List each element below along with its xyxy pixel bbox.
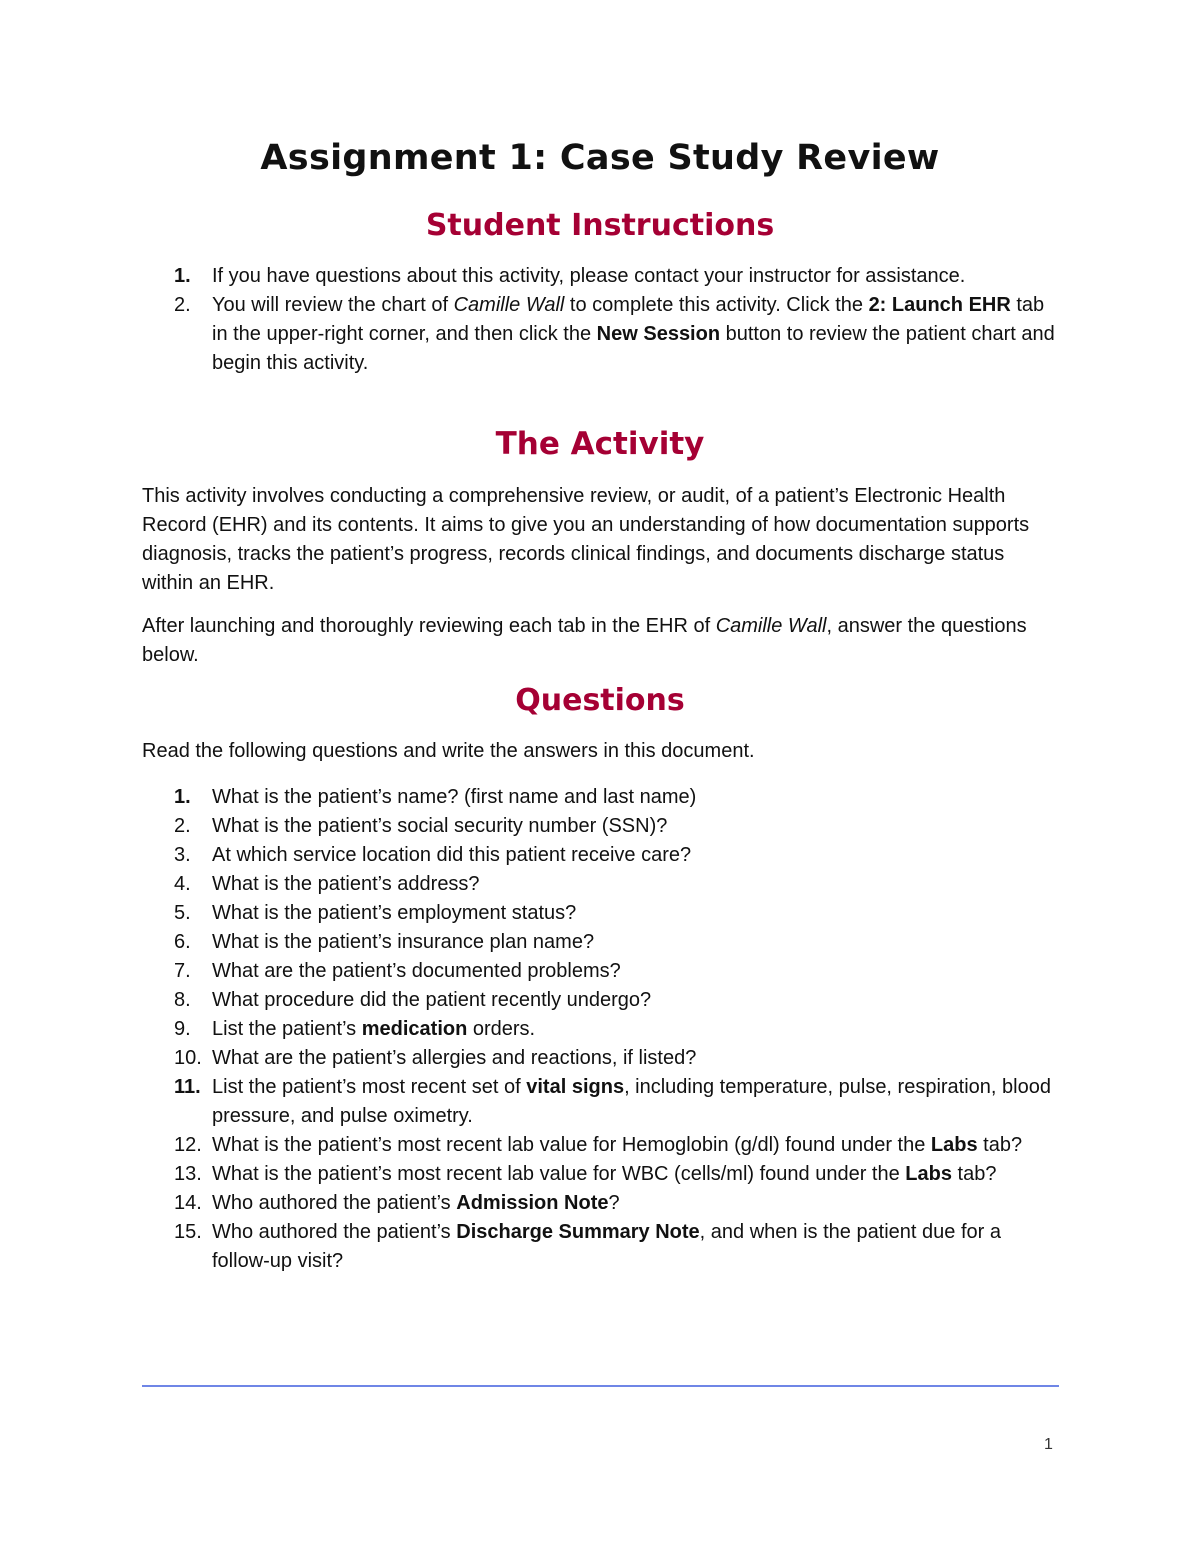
list-item (142, 986, 1062, 1015)
question-bold-term: Admission Note (456, 1192, 609, 1214)
list-number: 1. (174, 265, 191, 287)
question-text: What are the patient’s documented problems? (212, 960, 621, 982)
paragraph-text: After launching and thoroughly reviewing each tab in the EHR of (142, 615, 716, 637)
questions-heading: Questions (515, 683, 685, 718)
list-number: 14. (174, 1192, 202, 1214)
question-text: What is the patient’s most recent lab value for WBC (cells/ml) found under the (212, 1163, 906, 1185)
list-item (142, 899, 1062, 928)
list-number: 13. (174, 1163, 202, 1185)
student-instructions-heading: Student Instructions (425, 208, 775, 243)
list-item (142, 928, 1062, 957)
list-number: 1. (174, 786, 191, 808)
question-text: Who authored the patient’s (212, 1221, 457, 1243)
activity-paragraph-2 (142, 612, 1057, 670)
question-bold-term: medication (361, 1018, 468, 1040)
list-number: 11. (174, 1076, 201, 1098)
page-number: 1 (1044, 1436, 1053, 1453)
question-text: tab? (977, 1134, 1023, 1156)
question-text: What is the patient’s name? (first name and last name) (212, 786, 697, 808)
question-bold-term: Discharge Summary Note (456, 1221, 700, 1243)
question-text: , including temperature, pulse, respiration, blood pressure, and pulse oximetry. (212, 1076, 1051, 1127)
list-item (142, 841, 1062, 870)
launch-ehr-label: 2: Launch EHR (868, 294, 1011, 316)
list-number: 2. (174, 815, 191, 837)
list-number: 12. (174, 1134, 202, 1156)
list-number: 3. (174, 844, 191, 866)
question-text: What are the patient’s allergies and reactions, if listed? (212, 1047, 697, 1069)
question-text: What is the patient’s insurance plan name? (212, 931, 595, 953)
patient-name-italic: Camille Wall (453, 294, 565, 316)
patient-name-italic: Camille Wall (715, 615, 827, 637)
question-text: ? (608, 1192, 620, 1214)
list-item (142, 957, 1062, 986)
document-title: Assignment 1: Case Study Review (260, 138, 940, 178)
question-text: What is the patient’s most recent lab value for Hemoglobin (g/dl) found under the (212, 1134, 931, 1156)
activity-heading: The Activity (495, 426, 705, 462)
question-text: List the patient’s most recent set of (212, 1076, 527, 1098)
list-number: 5. (174, 902, 191, 924)
list-number: 6. (174, 931, 191, 953)
list-text: You will review the chart of (212, 294, 454, 316)
list-number: 10. (174, 1047, 202, 1069)
list-item (142, 1044, 1062, 1073)
list-item (142, 1015, 1062, 1044)
list-number: 7. (174, 960, 191, 982)
question-text: , and when is the patient due for a follow-up visit? (212, 1221, 1001, 1272)
list-item (142, 291, 1062, 378)
list-item (142, 262, 1062, 291)
footer-divider (142, 1385, 1059, 1387)
question-text: What procedure did the patient recently undergo? (212, 989, 652, 1011)
question-text: What is the patient’s social security number (SSN)? (212, 815, 668, 837)
new-session-label: New Session (596, 323, 721, 345)
list-item (142, 783, 1062, 812)
list-number: 4. (174, 873, 191, 895)
question-text: Who authored the patient’s (212, 1192, 457, 1214)
question-text: orders. (467, 1018, 536, 1040)
question-text: At which service location did this patient receive care? (212, 844, 692, 866)
list-text: tab in the upper-right corner, and then click the (212, 294, 1045, 345)
question-bold-term: Labs (930, 1134, 978, 1156)
question-bold-term: Labs (905, 1163, 952, 1185)
list-item (142, 870, 1062, 899)
list-number: 9. (174, 1018, 191, 1040)
instructions-list (142, 262, 1062, 378)
question-text: List the patient’s (212, 1018, 362, 1040)
list-item (142, 1131, 1062, 1160)
list-item (142, 1160, 1062, 1189)
list-number: 2. (174, 294, 191, 316)
list-text: to complete this activity. Click the (564, 294, 869, 316)
list-item (142, 1218, 1062, 1276)
question-text: What is the patient’s employment status? (212, 902, 577, 924)
question-text: What is the patient’s address? (212, 873, 480, 895)
list-item (142, 812, 1062, 841)
list-number: 15. (174, 1221, 202, 1243)
list-text: button to review the patient chart and begin this activity. (212, 323, 1055, 374)
question-bold-term: vital signs (526, 1076, 625, 1098)
list-item (142, 1189, 1062, 1218)
paragraph-text: , answer the questions below. (142, 615, 1027, 666)
list-number: 8. (174, 989, 191, 1011)
questions-intro: Read the following questions and write the answers in this document. (142, 740, 755, 762)
list-text: If you have questions about this activity, please contact your instructor for assistance. (212, 265, 966, 287)
question-text: tab? (951, 1163, 997, 1185)
questions-list (142, 783, 1062, 1276)
list-item (142, 1073, 1062, 1131)
activity-paragraph: This activity involves conducting a comprehensive review, or audit, of a patient’s Electronic Health Record (EHR) and its contents. It aims to give you an understanding of how documentation supports diagnosis, tracks the patient’s progress, records clinical findings, and documents discharge status within an EHR. (142, 485, 1030, 594)
